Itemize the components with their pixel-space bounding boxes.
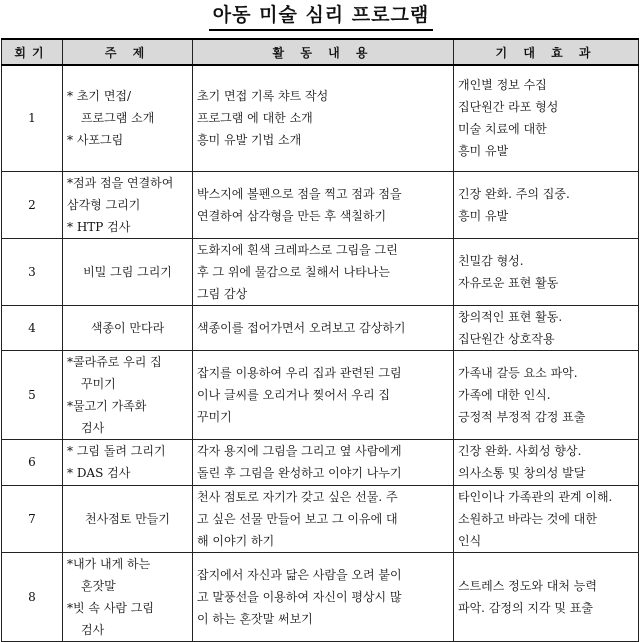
activity-line: 고 말풍선을 이용하여 자신이 평상시 많 [197,589,402,604]
session-number: 2 [2,171,63,238]
effect-line: 친밀감 형성. [458,253,524,268]
table-header [2,39,639,65]
topic-cell [63,238,193,305]
topic-cell [63,439,193,485]
activity-line: 연결하여 삼각형을 만든 후 색칠하기 [197,208,387,223]
effect-line: 타인이나 가족관의 관계 이해. [458,489,613,504]
activity-line: 흥미 유발 기법 소개 [197,133,302,148]
topic-line: 천사점토 만들기 [85,511,170,526]
effect-line: 미술 치료에 대한 [458,122,547,137]
header-session: 회기 [2,39,63,65]
topic-line: 삼각형 그리기 [67,197,141,212]
topic-cell [63,65,193,171]
topic-line: * 그림 돌려 그리기 [67,444,166,458]
effect-cell [454,65,639,171]
topic-line: 색종이 만다라 [90,320,165,335]
table-row [2,552,639,641]
topic-line: 혼잣말 [81,578,116,593]
effect-line: 집단원간 라포 형성 [458,100,559,115]
table-row [2,485,639,552]
table-row [2,305,639,350]
activity-line: 색종이를 접어가면서 오려보고 감상하기 [197,320,406,335]
table-row [2,439,639,485]
activity-line: 각자 용지에 그림을 그리고 옆 사람에게 [197,444,402,458]
table-row [2,65,639,171]
effect-line: 가족내 갈등 요소 파악. [458,365,578,380]
header-topic: 주 제 [63,39,193,65]
effect-cell [454,305,639,350]
activity-cell [193,485,454,552]
effect-cell [454,171,639,238]
effect-line: 집단원간 상호작용 [458,331,555,346]
topic-cell [63,350,193,439]
topic-line: *빗 속 사람 그림 [67,600,154,615]
effect-cell [454,485,639,552]
topic-cell [63,305,193,350]
effect-cell [454,350,639,439]
effect-cell [454,552,639,641]
activity-line: 후 그 위에 물감으로 칠해서 나타나는 [197,264,390,279]
topic-line: 비밀 그림 그리기 [83,264,172,279]
effect-cell [454,238,639,305]
activity-cell [193,439,454,485]
topic-line: * 사포그림 [67,133,124,148]
topic-line: *점과 점을 연결하여 [67,175,174,190]
effect-line: 스트레스 정도와 대처 능력 [458,578,597,593]
topic-line: *콜라쥬로 우리 집 [67,354,162,369]
header-row [2,39,639,65]
effect-line: 긴장 완화. 사회성 향상. [458,444,582,458]
title-area [0,0,642,37]
effect-line: 인식 [458,533,482,548]
page-title: 아동 미술 심리 프로그램 [209,2,433,31]
activity-cell [193,171,454,238]
activity-line: 잡지에서 자신과 닮은 사람을 오려 붙이 [197,567,402,582]
topic-line: 꾸미기 [81,376,116,391]
activity-line: 그림 감상 [197,286,248,301]
activity-cell [193,350,454,439]
activity-line: 초기 면접 기록 챠트 작성 [197,89,329,104]
session-number: 1 [2,65,63,171]
activity-line: 천사 점토로 자기가 갖고 싶은 선물. 주 [197,489,398,504]
effect-line: 흥미 유발 [458,208,509,223]
topic-cell [63,171,193,238]
topic-cell [63,485,193,552]
effect-line: 창의적인 표현 활동. [458,309,563,324]
session-number: 6 [2,439,63,485]
session-number: 4 [2,305,63,350]
effect-line: 개인별 정보 수집 [458,78,547,93]
activity-line: 프로그램 에 대한 소개 [197,111,313,126]
activity-line: 이나 글씨를 오리거나 찢어서 우리 집 [197,387,390,402]
effect-line: 의사소통 및 창의성 발달 [458,466,586,480]
effect-cell [454,439,639,485]
topic-line: *내가 내게 하는 [67,556,151,571]
topic-line: 프로그램 소개 [81,111,155,126]
session-number: 8 [2,552,63,641]
topic-line: * HTP 검사 [67,219,131,234]
topic-line: 검사 [81,622,105,637]
effect-line: 흥미 유발 [458,144,509,159]
activity-line: 해 이야기 하기 [197,533,275,548]
table-row [2,171,639,238]
session-number: 3 [2,238,63,305]
topic-line: 검사 [81,420,105,435]
table-body [2,65,639,641]
topic-line: * 초기 면접/ [67,89,132,104]
activity-line: 박스지에 볼펜으로 점을 찍고 점과 점을 [197,186,402,201]
activity-line: 이 하는 혼잣말 써보기 [197,611,313,626]
activity-line: 도화지에 흰색 크레파스로 그림을 그린 [197,242,398,257]
activity-cell [193,238,454,305]
activity-line: 잡지를 이용하여 우리 집과 관련된 그림 [197,365,402,380]
topic-cell [63,552,193,641]
effect-line: 긴장 완화. 주의 집중. [458,186,570,201]
table-row [2,350,639,439]
topic-line: * DAS 검사 [67,466,131,480]
activity-cell [193,305,454,350]
header-effect: 기 대 효 과 [454,39,639,65]
effect-line: 소원하고 바라는 것에 대한 [458,511,597,526]
activity-cell [193,552,454,641]
activity-line: 돌린 후 그림을 완성하고 이야기 나누기 [197,466,402,480]
program-table [1,38,639,642]
session-number: 7 [2,485,63,552]
header-activity: 활 동 내 용 [193,39,454,65]
table-row [2,238,639,305]
effect-line: 파악. 감정의 지각 및 표출 [458,600,593,615]
activity-cell [193,65,454,171]
topic-line: *물고기 가족화 [67,398,147,413]
session-number: 5 [2,350,63,439]
activity-line: 고 싶은 선물 만들어 보고 그 이유에 대 [197,511,398,526]
effect-line: 가족에 대한 인식. [458,387,551,402]
effect-line: 긍정적 부정적 감정 표출 [458,409,586,424]
effect-line: 자유로운 표현 활동 [458,275,559,290]
activity-line: 꾸미기 [197,409,232,424]
